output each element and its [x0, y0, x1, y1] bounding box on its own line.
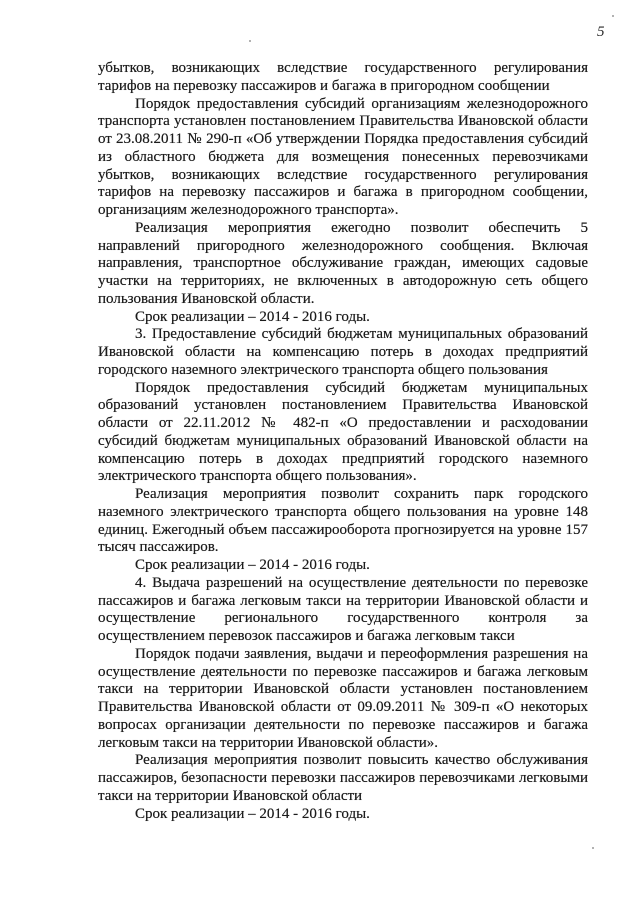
scan-speck	[592, 847, 594, 849]
paragraph: 3. Предоставление субсидий бюджетам муниципальных образований Ивановской области на компенсацию потерь в доходах предприятий городского наземного электрического транспорта общего пользования	[98, 326, 588, 378]
page-number: 5	[597, 24, 605, 40]
scan-speck	[249, 40, 251, 42]
paragraph: Порядок подачи заявления, выдачи и переоформления разрешения на осуществление деятельности по перевозке пассажиров и багажа легковым такси на территории Ивановской области установлен постановлением Правительства Ивановской области от 09.09.2011 № 309-п «О некоторых вопросах организации деятельности по перевозке пассажиров и багажа легковым такси на территории Ивановской области».	[98, 645, 588, 751]
paragraph: Реализация мероприятия позволит сохранить парк городского наземного электрического транспорта общего пользования на уровне 148 единиц. Ежегодный объем пассажирооборота прогнозируется на уровне 157 тысяч пассажиров.	[98, 486, 588, 556]
paragraph: Порядок предоставления субсидий бюджетам муниципальных образований установлен постановлением Правительства Ивановской области от 22.11.2012 № 482-п «О предоставлении и расходовании субсидий бюджетам муниципальных образований Ивановской области на компенсацию потерь в доходах предприятий городского наземного электрического транспорта общего пользования».	[98, 379, 588, 485]
paragraph: Реализация мероприятия позволит повысить качество обслуживания пассажиров, безопасности перевозки пассажиров перевозчиками легковыми такси на территории Ивановской области	[98, 752, 588, 804]
paragraph: Реализация мероприятия ежегодно позволит обеспечить 5 направлений пригородного железнодорожного сообщения. Включая направления, транспортное обслуживание граждан, имеющих садовые участки на территориях, не включенных в автодорожную сеть общего пользования Ивановской области.	[98, 219, 588, 307]
paragraph: Срок реализации – 2014 - 2016 годы.	[135, 805, 370, 822]
paragraph: убытков, возникающих вследствие государственного регулирования тарифов на перевозку пассажиров и багажа в пригородном сообщении	[98, 60, 588, 94]
document-body	[98, 60, 588, 823]
paragraph: 4. Выдача разрешений на осуществление деятельности по перевозке пассажиров и багажа легковым такси на территории Ивановской области и осуществление регионального государственного контроля за осуществлением перевозок пассажиров и багажа легковым такси	[98, 574, 588, 644]
scan-speck	[612, 15, 614, 17]
paragraph: Срок реализации – 2014 - 2016 годы.	[135, 557, 370, 573]
paragraph: Срок реализации – 2014 - 2016 годы.	[135, 308, 370, 325]
paragraph: Порядок предоставления субсидий организациям железнодорожного транспорта установлен постановлением Правительства Ивановской области от 23.08.2011 № 290-п «Об утверждении Порядка предоставления субсидий из областного бюджета для возмещения понесенных перевозчиками убытков, возникающих вследствие государственного регулирования тарифов на перевозку пассажиров и багажа в пригородном сообщении, организациям железнодорожного транспорта».	[98, 95, 588, 218]
